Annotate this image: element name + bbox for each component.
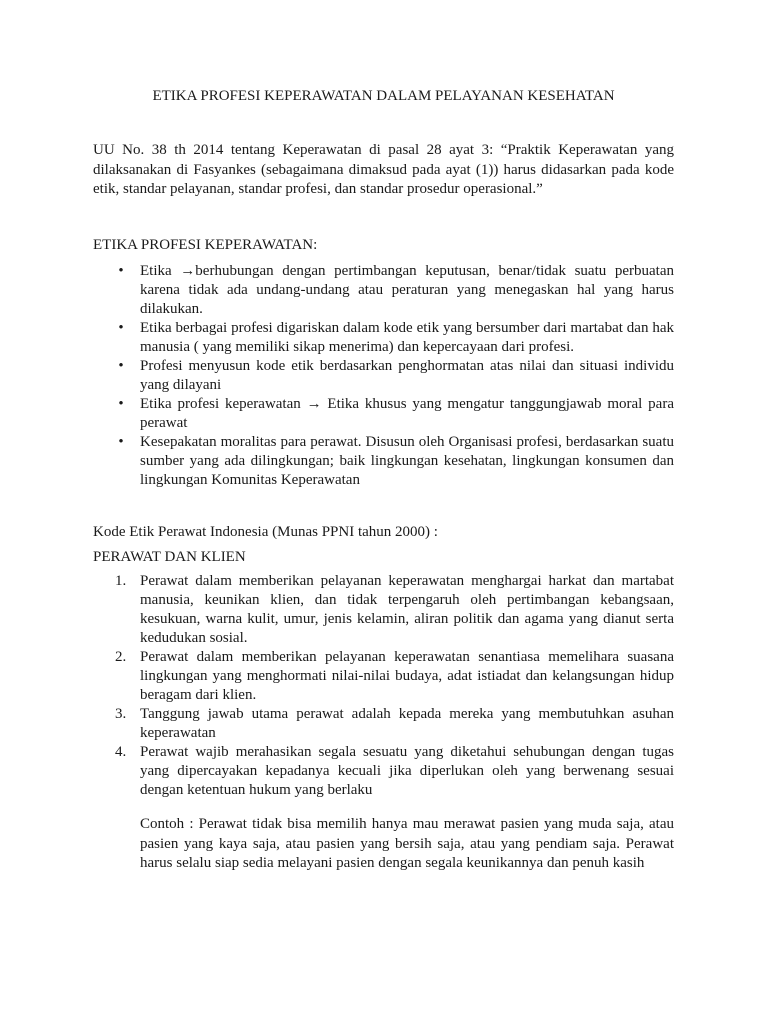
bullet-text: Etika berbagai profesi digariskan dalam kode etik yang bersumber dari martabat dan hak manusia ( yang memiliki sikap menerima) dan kepercayaan dari profesi. (140, 320, 674, 355)
bullet-text: Profesi menyusun kode etik berdasarkan penghormatan atas nilai dan situasi individu yang dilayani (140, 358, 674, 393)
document-title: ETIKA PROFESI KEPERAWATAN DALAM PELAYANAN KESEHATAN (152, 88, 615, 104)
section-heading-etika: ETIKA PROFESI KEPERAWATAN: (93, 237, 318, 253)
item-text: Perawat dalam memberikan pelayanan keperawatan senantiasa memelihara suasana lingkungan yang menghormati nilai-nilai budaya, adat istiadat dan kelangsungan hidup beragam dari klien. (140, 649, 674, 703)
bullet-text: Etika →berhubungan dengan pertimbangan keputusan, benar/tidak suatu perbuatan karena tidak ada undang-undang atau peraturan yang menegaskan hal yang harus dilakukan. (140, 263, 674, 317)
section-heading-perawat-klien: PERAWAT DAN KLIEN (93, 549, 246, 565)
numbered-item (93, 743, 674, 800)
item-text: Tanggung jawab utama perawat adalah kepada mereka yang membutuhkan asuhan keperawatan (140, 706, 674, 741)
bullet-item (93, 357, 674, 395)
example-paragraph: Contoh : Perawat tidak bisa memilih hanya mau merawat pasien yang muda saja, atau pasien yang kaya saja, atau pasien yang bersih saja, atau yang pendiam saja. Perawat harus selalu siap sedia melayani pasien dengan segala keunikannya dan penuh kasih (140, 816, 674, 871)
bullet-item (93, 262, 674, 319)
bullet-icon: • (118, 263, 124, 279)
etika-bullet-list (93, 262, 674, 490)
perawat-klien-numbered-list (93, 572, 674, 800)
item-number: 3. (115, 706, 127, 722)
item-text: Perawat wajib merahasikan segala sesuatu yang diketahui sehubungan dengan tugas yang dipercayakan kepadanya kecuali jika diperlukan oleh yang berwenang sesuai dengan ketentuan hukum yang berlaku (140, 744, 674, 798)
bullet-icon: • (118, 320, 124, 336)
bullet-text: Kesepakatan moralitas para perawat. Disusun oleh Organisasi profesi, berdasarkan suatu sumber yang ada dilingkungan; baik lingkungan kesehatan, lingkungan konsumen dan lingkungan Komunitas Keperawatan (140, 434, 674, 488)
numbered-item (93, 705, 674, 743)
item-number: 2. (115, 649, 127, 665)
item-number: 4. (115, 744, 127, 760)
bullet-item (93, 433, 674, 490)
bullet-icon: • (118, 396, 124, 412)
numbered-item (93, 572, 674, 648)
bullet-text: Etika profesi keperawatan → Etika khusus yang mengatur tanggungjawab moral para perawat (140, 396, 674, 431)
code-of-ethics-heading: Kode Etik Perawat Indonesia (Munas PPNI tahun 2000) : (93, 524, 438, 540)
bullet-item (93, 319, 674, 357)
intro-paragraph: UU No. 38 th 2014 tentang Keperawatan di pasal 28 ayat 3: “Praktik Keperawatan yang dilaksanakan di Fasyankes (sebagaimana dimaksud pada ayat (1)) harus didasarkan pada kode etik, standar pelayanan, standar profesi, dan standar prosedur operasional.” (93, 142, 674, 197)
bullet-icon: • (118, 434, 124, 450)
item-text: Perawat dalam memberikan pelayanan keperawatan menghargai harkat dan martabat manusia, keunikan klien, dan tidak terpengaruh oleh pertimbangan kebangsaan, kesukuan, warna kulit, umur, jenis kelamin, aliran politik dan agama yang dianut serta kedudukan sosial. (140, 573, 674, 646)
numbered-item (93, 648, 674, 705)
bullet-icon: • (118, 358, 124, 374)
bullet-item (93, 395, 674, 433)
item-number: 1. (115, 573, 127, 589)
